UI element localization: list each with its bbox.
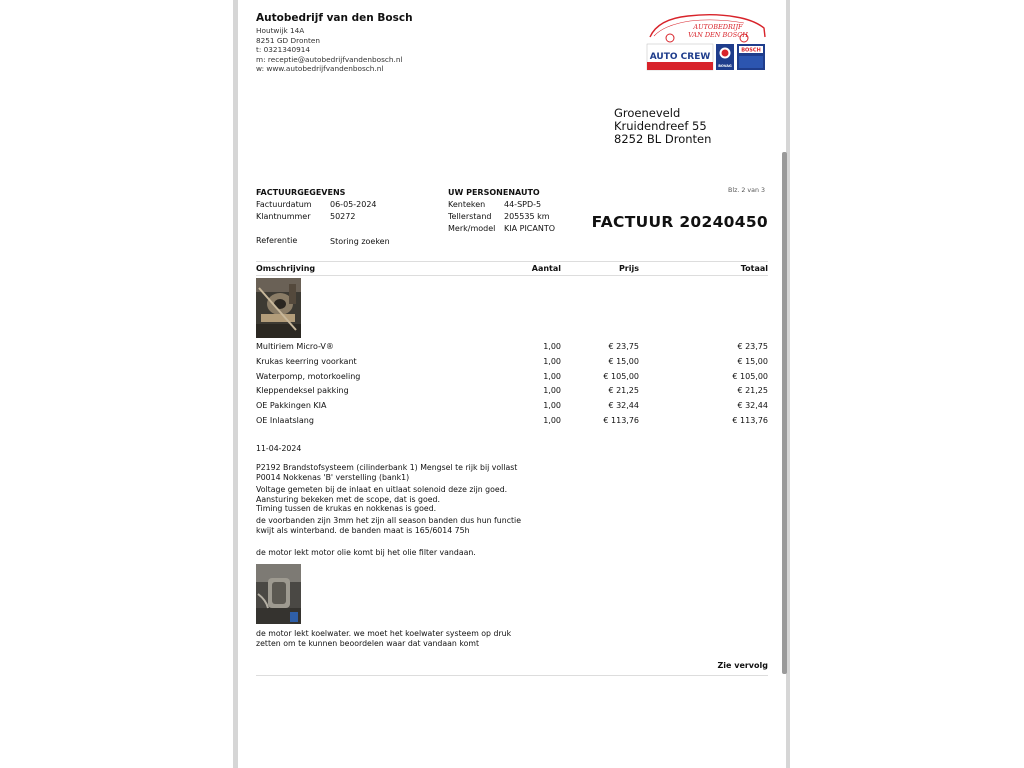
company-phone: t: 0321340914 (256, 45, 311, 54)
logo-script-line2: VAN DEN BOSCH (688, 31, 748, 39)
customer-city: 8252 BL Dronten (614, 132, 712, 146)
note-line-10: zetten om te kunnen beoordelen waar dat vandaan komt (256, 638, 479, 648)
table-row-4-price: € 21,25 (608, 386, 639, 395)
odometer-label: Tellerstand (448, 212, 492, 221)
license-plate-value: 44-SPD-5 (504, 200, 542, 209)
table-row-2-quantity: 1,00 (543, 357, 561, 366)
column-header-description: Omschrijving (256, 264, 316, 273)
table-row-2-price: € 15,00 (608, 357, 639, 366)
table-row-5-price: € 32,44 (608, 401, 639, 410)
invoice-date-value: 06-05-2024 (330, 200, 377, 209)
table-row-3-description: Waterpomp, motorkoeling (256, 372, 361, 381)
table-row-6-description: OE Inlaatslang (256, 416, 314, 425)
table-row-4-quantity: 1,00 (543, 386, 561, 395)
company-website: w: www.autobedrijfvandenbosch.nl (256, 64, 384, 73)
table-top-rule (256, 261, 768, 262)
table-row-6-price: € 113,76 (603, 416, 639, 425)
engine-photo-2 (256, 564, 301, 624)
logo-bosch: BOSCH (741, 47, 761, 54)
note-line-7: kwijt als winterband. de banden maat is 165/6014 75h (256, 525, 470, 535)
note-line-6: de voorbanden zijn 3mm het zijn all season banden dus hun functie (256, 516, 521, 525)
customer-number-label: Klantnummer (256, 212, 311, 221)
table-row-3-total: € 105,00 (732, 372, 768, 381)
table-row-1-total: € 23,75 (737, 342, 768, 351)
table-row-1-price: € 23,75 (608, 342, 639, 351)
footer-rule (256, 675, 768, 676)
column-header-quantity: Aantal (531, 264, 561, 273)
engine-photo-1 (256, 278, 301, 338)
table-header-rule (256, 275, 768, 276)
reference-label: Referentie (256, 236, 298, 245)
engine-photo-2-image (256, 564, 301, 624)
invoice-date-label: Factuurdatum (256, 200, 312, 209)
note-line-4: Aansturing bekeken met de scope, dat is goed. (256, 494, 440, 504)
table-row-5-total: € 32,44 (737, 401, 768, 410)
vehicle-heading: UW PERSONENAUTO (448, 188, 540, 197)
table-row-2-description: Krukas keerring voorkant (256, 357, 357, 366)
note-line-9: de motor lekt koelwater. we moet het koelwater systeem op druk (256, 629, 512, 638)
customer-street: Kruidendreef 55 (614, 119, 707, 133)
company-logo (644, 11, 768, 75)
table-row-5-quantity: 1,00 (543, 401, 561, 410)
viewer-background-left (0, 0, 233, 768)
table-row-6-quantity: 1,00 (543, 416, 561, 425)
customer-name: Groeneveld (614, 106, 681, 120)
make-model-value: KIA PICANTO (504, 224, 556, 233)
table-row-5-description: OE Pakkingen KIA (256, 401, 327, 410)
table-row-2-total: € 15,00 (737, 357, 768, 366)
note-line-3: Voltage gemeten bij de inlaat en uitlaat solenoid deze zijn goed. (256, 485, 508, 494)
column-header-total: Totaal (740, 264, 768, 273)
note-line-2: P0014 Nokkenas 'B' verstelling (bank1) (256, 472, 410, 482)
vertical-scrollbar[interactable] (782, 152, 787, 674)
invoice-page (238, 0, 786, 768)
logo-autocrew: AUTO CREW (649, 52, 711, 62)
note-line-5: Timing tussen de krukas en nokkenas is goed. (256, 504, 437, 513)
logo-script-line1: AUTOBEDRIJF (693, 23, 743, 31)
note-line-8: de motor lekt motor olie komt bij het olie filter vandaan. (256, 548, 476, 557)
continue-label: Zie vervolg (717, 661, 768, 670)
company-postal: 8251 GD Dronten (256, 35, 321, 45)
make-model-label: Merk/model (448, 224, 496, 233)
logo-graphic (644, 11, 768, 75)
note-date: 11-04-2024 (256, 444, 302, 453)
invoice-title: FACTUUR 20240450 (591, 213, 768, 231)
note-line-1: P2192 Brandstofsysteem (cilinderbank 1) Mengsel te rijk bij vollast (256, 463, 518, 472)
reference-value: Storing zoeken (330, 237, 390, 246)
viewer-background-right (790, 0, 1024, 768)
engine-photo-1-image (256, 278, 301, 338)
page-indicator: Blz. 2 van 3 (728, 187, 765, 194)
table-row-1-description: Multiriem Micro-V® (256, 342, 334, 351)
company-name: Autobedrijf van den Bosch (256, 12, 413, 24)
table-row-3-quantity: 1,00 (543, 372, 561, 381)
table-row-4-total: € 21,25 (737, 386, 768, 395)
company-email: m: receptie@autobedrijfvandenbosch.nl (256, 54, 403, 64)
column-header-price: Prijs (618, 264, 639, 273)
company-street: Houtwijk 14A (256, 26, 305, 35)
table-row-4-description: Kleppendeksel pakking (256, 386, 349, 395)
odometer-value: 205535 km (504, 212, 550, 221)
customer-number-value: 50272 (330, 212, 356, 221)
table-row-6-total: € 113,76 (732, 416, 768, 425)
invoice-data-heading: FACTUURGEGEVENS (256, 188, 346, 197)
table-row-3-price: € 105,00 (603, 372, 639, 381)
license-plate-label: Kenteken (448, 200, 486, 209)
table-row-1-quantity: 1,00 (543, 342, 561, 351)
logo-bovag: BOVAG (718, 64, 732, 68)
